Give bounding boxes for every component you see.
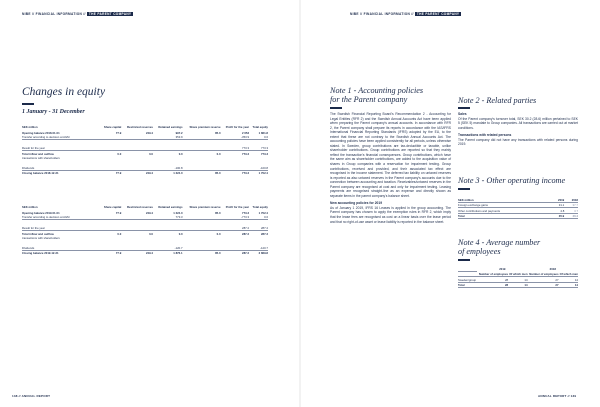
note1-subheading: New accounting policies for 2019	[330, 201, 383, 206]
cell-value: 287.2	[242, 231, 250, 236]
column-header: Share premium reserve	[189, 205, 221, 209]
cell-value: -120.7	[249, 245, 268, 250]
row-label: Transfer according to decision at AGM	[22, 215, 100, 220]
cell-value: -100.8	[153, 165, 183, 170]
row-label: Total inflow and outflow	[22, 151, 54, 156]
cell-value: 0.0	[178, 231, 183, 236]
cell-value: 2 653	[242, 130, 250, 135]
cell-value: 85.0	[215, 210, 221, 215]
column-header: Profit for the year	[225, 205, 250, 209]
right-footer: ANNUAL REPORT // 139	[538, 394, 577, 398]
note1-text: The Swedish Financial Reporting Board's Recommendation 2 - Accounting for Legal Entities (RFR 2) and the Swedish Annual Accounts Act have been applied when preparing the Parent company's annual accounts. In accordance with RFR 2, the Parent company shall prepare its reports in accordance with the IAS/IFRS International Financial Reporting Standards (IFRS) adopted by the EU, to the extent that these are not contrary to the Swedish Annual Accounts Act. The accounting policies have been applied consistently for all periods, unless otherwise stated. In Sweden, group contributions are tax-deductible or taxable, unlike shareholder contributions. Group contributions are reported so that they mainly reflect the transaction's financial consequences. Group contributions, which have the same aim as shareholder contributions, are added to the acquisition value of shares in Group companies with a reservation for impairment testing. Group contributions, received and provided, and their associated tax effect are recognised in the income statement. The deferred tax liability on untaxed reserves is reported as also untaxed reserves in the Parent company's accounts due to the connection between accounting and taxation. Receivables/untaxed reserves in the Parent company are recognised at cost and only for impairment testing. Leasing payments are recognised straight-line as an expense and directly shown as separate items in the parent company's balance sheet. New accounting policies for 2019 As of January 1 2019, IFRS 16 Leases is applied in the group accounting. The Parent company has chosen to apply the exemption rules in RFR 2, which imply that the lease fees are recognised as cost on a linear basis over the lease period and that no right-of-use asset or lease liability is reported in the balance sheet.	[330, 112, 451, 224]
right-header: NIBE // FINANCIAL INFORMATION // THE PARENT COMPANY	[350, 12, 460, 16]
cell-value: 77.9	[115, 210, 122, 215]
note1-title: Note 1 - Accounting policies for the Parent company	[330, 86, 424, 104]
cell-value: 773.3	[242, 171, 250, 176]
employees-table	[458, 266, 578, 288]
cell-value: 0.0	[149, 151, 153, 156]
cell-value: 1 702.4	[258, 210, 268, 215]
cell-value: -353.9	[221, 135, 249, 140]
row-label: Closing balance 2018-12-31	[22, 171, 59, 176]
cell-value: 0.0	[216, 231, 221, 236]
column-header: 2019	[551, 197, 565, 202]
row-label: Other contributions and payments	[458, 208, 551, 214]
row-label: Total inflow and outflow	[22, 231, 54, 236]
cell-value: -773.3	[221, 215, 249, 220]
section-highlight: THE PARENT COMPANY	[88, 12, 132, 16]
row-label: Sweden/group	[458, 277, 477, 282]
row-label: Result for the year	[22, 145, 100, 150]
equity-row	[22, 170, 268, 175]
row-label: Dividends	[22, 245, 100, 250]
cell-value: 1 224.0	[173, 210, 183, 215]
column-header: Total equity	[252, 205, 268, 209]
cell-value: 0.0	[149, 231, 153, 236]
cell-value: -120.7	[153, 245, 183, 250]
cell-value: 287.2	[221, 225, 249, 230]
note2-text: Sales Of the Parent company's turnover total, SEK 30.2 (28.6) million pertained to SEK 5 (SEK 5) mandate to Group companies. All transactions are carried out at market conditions. Transactions with related persons The Parent company did not have any transactions with related persons during 2019.	[458, 112, 578, 147]
cell-value: 0.0	[117, 231, 122, 236]
cell-value: 0.0	[117, 151, 122, 156]
column-header: Total equity	[252, 125, 268, 129]
note4-title: Note 4 - Average number of employees	[458, 238, 541, 256]
cell-value: 1 702.4	[258, 171, 268, 176]
cell-value: -100.8	[249, 165, 268, 170]
column-header: Of which men	[509, 272, 528, 276]
cell-value: 1 861.8	[258, 130, 268, 135]
cell-value: 14	[508, 277, 527, 283]
cell-value: 773.3	[221, 145, 249, 150]
cell-value: 77.9	[115, 251, 122, 256]
column-header: Share capital	[103, 205, 122, 209]
brand-name: NIBE	[22, 12, 31, 16]
column-header: Retained earnings	[158, 125, 183, 129]
note2-underline	[458, 107, 470, 109]
cell-value: 28	[477, 277, 508, 283]
row-label: transactions with shareholders	[22, 156, 60, 161]
column-header: Number of employees	[478, 272, 509, 276]
note2-title: Note 2 - Related parties	[458, 96, 537, 105]
cell-value: 85.0	[215, 251, 221, 256]
cell-value: 77.9	[115, 171, 122, 176]
row-label: Dividends	[22, 165, 100, 170]
column-header: SEK million	[458, 197, 551, 202]
note3-underline	[458, 188, 470, 190]
cell-value: 28	[477, 282, 508, 288]
left-footer: 138 // ANNUAL REPORT	[12, 394, 51, 398]
column-header: Number of employees	[529, 272, 559, 276]
cell-value: 249.4	[145, 251, 153, 256]
column-header: Of which men	[559, 272, 578, 276]
cell-value: 287.2	[261, 231, 268, 236]
cell-value: 773.3	[153, 215, 183, 220]
column-header: Profit for the year	[225, 125, 250, 129]
note1-underline	[330, 107, 342, 109]
column-header: SEK million	[22, 205, 38, 209]
employees-row	[458, 282, 578, 288]
row-label: Opening balance 2018-01-01	[22, 130, 60, 135]
equity-table-2019	[22, 206, 268, 255]
cell-value: 287.2	[242, 251, 250, 256]
section-name: FINANCIAL INFORMATION	[35, 12, 83, 16]
row-label: Total	[458, 282, 477, 288]
column-header: Share capital	[103, 125, 122, 129]
row-label: transactions with shareholders	[22, 236, 60, 241]
row-label: Result for the year	[22, 225, 100, 230]
title-underline	[22, 103, 34, 105]
cell-value: 14	[508, 282, 527, 288]
cell-value: 0.0	[178, 151, 183, 156]
column-header: Restricted reserves	[127, 125, 153, 129]
other-income-table	[458, 197, 578, 219]
equity-subtitle: 1 January - 31 December	[22, 109, 85, 115]
cell-value: 2 869.8	[258, 251, 268, 256]
cell-value: 77.9	[115, 130, 122, 135]
cell-value: 14	[559, 277, 578, 283]
cell-value: 27	[528, 277, 559, 283]
cell-value: 773.3	[242, 210, 250, 215]
column-header: Restricted reserves	[127, 205, 153, 209]
cell-value: 0.0	[216, 151, 221, 156]
cell-value: 997.2	[175, 130, 183, 135]
cell-value: 773.3	[242, 151, 250, 156]
left-header: NIBE // FINANCIAL INFORMATION // THE PARENT COMPANY	[22, 12, 132, 16]
cell-value: 249.4	[145, 210, 153, 215]
row-label: Transfer according to decision at AGM	[22, 135, 100, 140]
cell-value: 773.3	[261, 151, 268, 156]
cell-value: 249.4	[145, 130, 153, 135]
cell-value: 27	[528, 282, 559, 288]
value-2019: 4.8	[551, 208, 565, 214]
cell-value: 85.0	[215, 130, 221, 135]
cell-value: 0.0	[249, 135, 268, 140]
note4-underline	[458, 259, 470, 261]
value-2019: 31.1	[551, 202, 565, 208]
value-2018: 3.7	[564, 208, 578, 214]
equity-table-2018	[22, 126, 268, 175]
cell-value: 85.0	[215, 171, 221, 176]
equity-row	[22, 250, 268, 255]
cell-value: 287.2	[249, 225, 268, 230]
column-header: 2018	[564, 197, 578, 202]
cell-value: 14	[559, 282, 578, 288]
equity-title: Changes in equity	[22, 86, 106, 98]
value-2019: 35.9	[551, 213, 565, 219]
cell-value: 353.9	[153, 135, 183, 140]
value-2018: 40.4	[564, 213, 578, 219]
note3-title: Note 3 - Other operating income	[458, 176, 566, 185]
value-2018: 37.7	[564, 202, 578, 208]
row-label: Opening balance 2019-01-01	[22, 210, 60, 215]
other-income-row	[458, 213, 578, 219]
year-header: 2019	[499, 267, 506, 271]
row-label: Closing balance 2019-12-31	[22, 251, 59, 256]
cell-value: 1 876.1	[173, 251, 183, 256]
right-page	[300, 0, 600, 407]
column-header: SEK million	[22, 125, 38, 129]
cell-value: 249.4	[145, 171, 153, 176]
year-header: 2018	[549, 267, 556, 271]
row-label: Foreign exchange gains	[458, 202, 551, 208]
column-header: Share premium reserve	[189, 125, 221, 129]
column-header: Retained earnings	[158, 205, 183, 209]
cell-value: 0.0	[249, 215, 268, 220]
row-label: Total	[458, 213, 551, 219]
cell-value: 1 224.0	[173, 171, 183, 176]
cell-value: 773.3	[249, 145, 268, 150]
